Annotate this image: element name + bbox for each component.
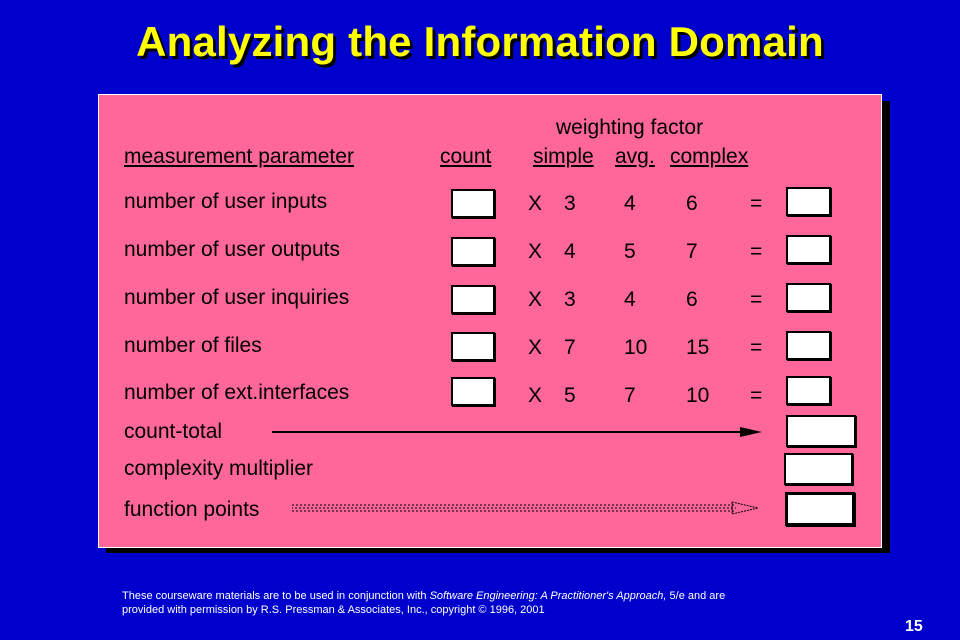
complex-weight: 10 xyxy=(686,384,710,407)
count-input-box[interactable] xyxy=(451,332,495,361)
equals-sign: = xyxy=(750,384,763,407)
times-sign: X xyxy=(528,240,543,263)
count-total-arrow xyxy=(270,424,770,440)
avg-weight: 5 xyxy=(624,240,636,263)
equals-sign: = xyxy=(750,240,763,263)
complex-weight: 7 xyxy=(686,240,698,263)
simple-weight: 3 xyxy=(564,192,576,215)
result-box[interactable] xyxy=(786,331,831,360)
avg-weight: 7 xyxy=(624,384,636,407)
result-box[interactable] xyxy=(786,235,831,264)
count-total-box[interactable] xyxy=(786,415,856,447)
complex-weight: 6 xyxy=(686,288,698,311)
count-input-box[interactable] xyxy=(451,285,495,314)
row-label: number of files xyxy=(124,334,262,357)
result-box[interactable] xyxy=(786,376,831,405)
footer-text: These courseware materials are to be used in conjunction with xyxy=(122,590,430,602)
book-title: Software Engineering: A Practitioner's Approach, xyxy=(429,590,667,602)
times-sign: X xyxy=(528,384,543,407)
row-label: number of user outputs xyxy=(124,238,340,261)
count-header: count xyxy=(440,145,492,168)
equals-sign: = xyxy=(750,336,763,359)
row-label: number of user inputs xyxy=(124,190,328,213)
complexity-multiplier-label: complexity multiplier xyxy=(124,457,314,480)
function-points-label: function points xyxy=(124,498,260,521)
simple-weight: 7 xyxy=(564,336,576,359)
avg-header: avg. xyxy=(615,145,655,168)
measurement-parameter-header: measurement parameter xyxy=(124,145,354,168)
avg-weight: 4 xyxy=(624,192,636,215)
weighting-factor-header: weighting factor xyxy=(556,116,704,139)
equals-sign: = xyxy=(750,192,763,215)
simple-header: simple xyxy=(533,145,594,168)
complex-weight: 6 xyxy=(686,192,698,215)
page-number: 15 xyxy=(905,618,923,635)
simple-weight: 5 xyxy=(564,384,576,407)
times-sign: X xyxy=(528,336,543,359)
row-label: number of user inquiries xyxy=(124,286,350,309)
count-input-box[interactable] xyxy=(451,377,495,406)
count-input-box[interactable] xyxy=(451,237,495,266)
function-points-box[interactable] xyxy=(785,492,855,526)
avg-weight: 10 xyxy=(624,336,648,359)
copyright-footer xyxy=(122,589,882,617)
times-sign: X xyxy=(528,192,543,215)
row-label: number of ext.interfaces xyxy=(124,381,350,404)
times-sign: X xyxy=(528,288,543,311)
simple-weight: 3 xyxy=(564,288,576,311)
result-box[interactable] xyxy=(786,283,831,312)
equals-sign: = xyxy=(750,288,763,311)
count-total-label: count-total xyxy=(124,420,223,443)
simple-weight: 4 xyxy=(564,240,576,263)
complex-weight: 15 xyxy=(686,336,710,359)
count-input-box[interactable] xyxy=(451,189,495,218)
avg-weight: 4 xyxy=(624,288,636,311)
function-points-arrow xyxy=(290,500,770,516)
footer-text: provided with permission by R.S. Pressman & Associates, Inc., copyright © 1996, 2001 xyxy=(122,604,545,616)
footer-text: 5/e and are xyxy=(666,590,726,602)
slide-title: Analyzing the Information Domain xyxy=(136,18,824,65)
result-box[interactable] xyxy=(786,187,831,216)
complexity-multiplier-box[interactable] xyxy=(784,453,853,485)
complex-header: complex xyxy=(670,145,749,168)
